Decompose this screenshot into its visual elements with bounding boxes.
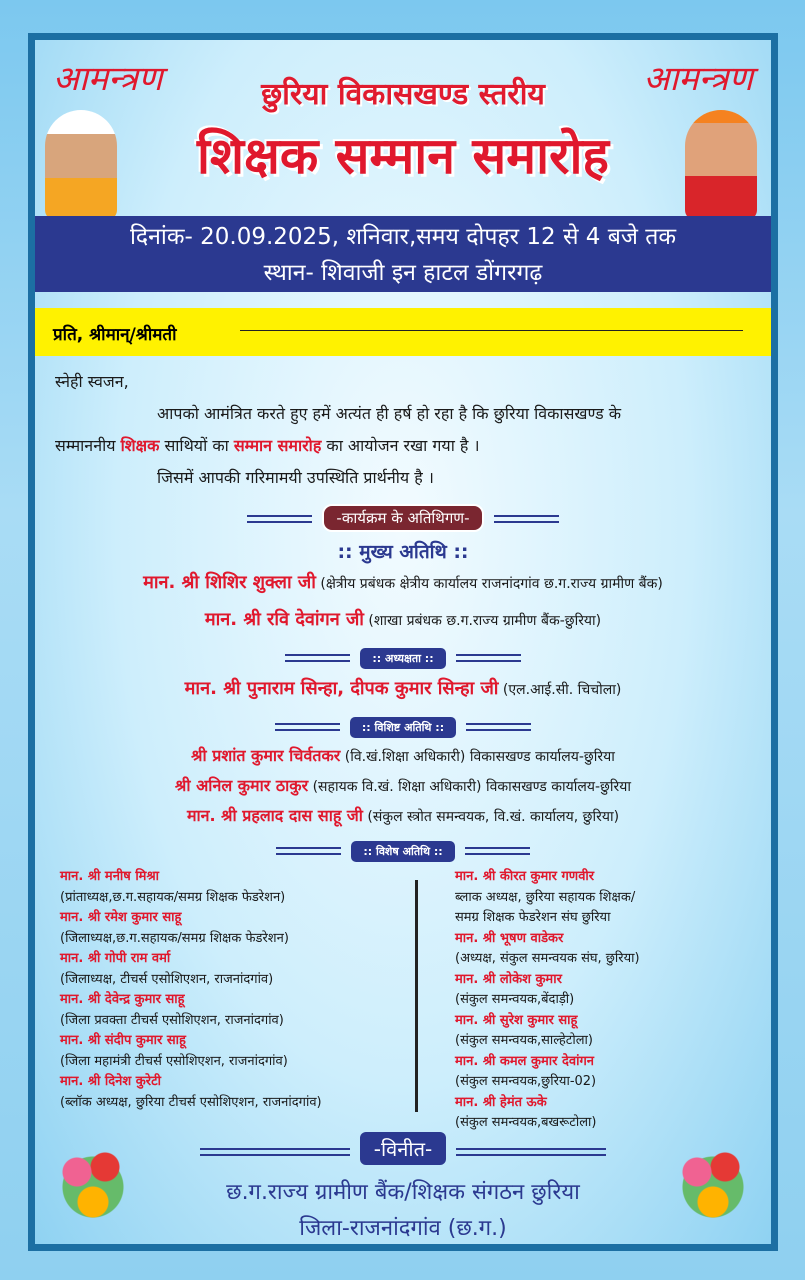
guests-heading-row [35, 504, 771, 532]
event-details-band [35, 216, 771, 292]
divider [276, 847, 341, 855]
portrait-left [45, 110, 117, 220]
guest-role: (ब्लॉक अध्यक्ष, छुरिया टीचर्स एसोशिएशन, राजनांदगांव) [60, 1094, 322, 1110]
guest-role: (सहायक वि.खं. शिक्षा अधिकारी) विकासखण्ड कार्यालय-छुरिया [308, 779, 631, 795]
guest-role: (संकुल समन्वयक,छुरिया-02) [455, 1074, 597, 1089]
amantran-left-logo: आमन्त्रण [53, 59, 163, 99]
guest-name: मान. श्री संदीप कुमार साहू [60, 1033, 186, 1048]
text: सम्माननीय [55, 436, 121, 455]
guest-role: (संकुल स्त्रोत समन्वयक, वि.खं. कार्यालय, छुरिया) [362, 809, 620, 825]
guest-name: मान. श्री देवेन्द्र कुमार साहू [60, 992, 185, 1007]
special-heading-row [35, 840, 771, 862]
divider [275, 723, 340, 731]
special-guests-right [455, 867, 640, 1134]
guest-name: श्री प्रशांत कुमार चिर्वतकर [191, 746, 341, 765]
footer-district: जिला-राजनांदगांव (छ.ग.) [299, 1216, 507, 1241]
divider [456, 1148, 606, 1156]
event-date: दिनांक- 20.09.2025, शनिवार,समय दोपहर 12 से 4 बजे तक [129, 224, 677, 250]
guest-name: मान. श्री हेमंत ऊके [455, 1094, 547, 1110]
column-divider [415, 880, 418, 1112]
guest-name: मान. श्री गोपी राम वर्मा [60, 951, 171, 966]
guest-name: मान. श्री शिशिर शुक्ला जी [143, 572, 316, 593]
guest-role: (शाखा प्रबंधक छ.ग.राज्य ग्रामीण बैंक-छुरिया) [363, 613, 602, 629]
guest-name: मान. श्री कीरत कुमार गणवीर [455, 869, 595, 884]
distinguished-heading: :: विशिष्ट अतिथि :: [350, 717, 456, 738]
guest-name: मान. श्री रवि देवांगन जी [204, 609, 364, 630]
vineet-badge: -विनीत- [360, 1132, 446, 1165]
text-highlight: सम्मान समारोह [233, 436, 322, 455]
guest-name: मान. श्री सुरेश कुमार साहू [455, 1012, 578, 1028]
guest-role: (क्षेत्रीय प्रबंधक क्षेत्रीय कार्यालय राजनांदगांव छ.ग.राज्य ग्रामीण बैंक) [315, 576, 663, 592]
divider [494, 515, 559, 523]
chief-guest-1 [35, 570, 771, 594]
divider [285, 654, 350, 662]
addressee-blank-line [240, 330, 743, 331]
addressee-bar [35, 308, 771, 356]
distinguished-guest-3 [35, 804, 771, 826]
guest-name: मान. श्री कमल कुमार देवांगन [455, 1053, 595, 1069]
guest-role: ब्लाक अध्यक्ष, छुरिया सहायक शिक्षक/ [455, 889, 636, 905]
guest-role: (जिलाध्यक्ष,छ.ग.सहायक/समग्र शिक्षक फेडरेशन) [60, 930, 289, 946]
guest-role: (जिला महामंत्री टीचर्स एसोशिएशन, राजनांदगांव) [60, 1053, 288, 1069]
presidency-guest [35, 676, 771, 700]
divider [465, 847, 530, 855]
presidency-heading-row [35, 647, 771, 669]
guest-role: (संकुल समन्वयक,साल्हेटोला) [455, 1033, 593, 1048]
guest-name: मान. श्री मनीष मिश्रा [60, 869, 160, 884]
invitation-card [28, 33, 778, 1251]
greeting: स्नेही स्वजन, [55, 372, 129, 391]
special-heading: :: विशेष अतिथि :: [351, 841, 454, 862]
page-title: शिक्षक सम्मान समारोह [197, 127, 609, 185]
portrait-right [685, 110, 757, 220]
guest-role: (संकुल समन्वयक,बखरूटोला) [455, 1115, 597, 1130]
footer-org: छ.ग.राज्य ग्रामीण बैंक/शिक्षक संगठन छुरिया [226, 1180, 580, 1205]
special-guests-left [60, 867, 322, 1113]
guest-name: मान. श्री पुनाराम सिन्हा, दीपक कुमार सिन्हा जी [184, 678, 499, 699]
divider [456, 654, 521, 662]
body-line-3: जिसमें आपकी गरिमामयी उपस्थिति प्रार्थनीय है । [157, 468, 434, 487]
guest-role: (वि.खं.शिक्षा अधिकारी) विकासखण्ड कार्यालय-छुरिया [340, 749, 615, 765]
divider [200, 1148, 350, 1156]
guest-role: (एल.आई.सी. चिचोला) [498, 682, 622, 698]
text: साथियों का [159, 436, 234, 455]
distinguished-heading-row [35, 716, 771, 738]
guest-name: मान. श्री भूषण वाडेकर [455, 930, 564, 946]
guest-role: (प्रांताध्यक्ष,छ.ग.सहायक/समग्र शिक्षक फेडरेशन) [60, 889, 286, 905]
body-line-2 [55, 434, 480, 456]
guest-name: मान. श्री रमेश कुमार साहू [60, 910, 182, 925]
event-venue: स्थान- शिवाजी इन हाटल डोंगरगढ़ [263, 260, 543, 286]
guest-role: समग्र शिक्षक फेडरेशन संघ छुरिया [455, 910, 611, 925]
guest-role: (अध्यक्ष, संकुल समन्वयक संघ, छुरिया) [455, 951, 640, 966]
amantran-right-logo: आमन्त्रण [643, 59, 753, 99]
vineet-row [35, 1132, 771, 1165]
addressee-label: प्रति, श्रीमान्/श्रीमती [53, 325, 177, 345]
distinguished-guest-2 [35, 774, 771, 796]
presidency-heading: :: अध्यक्षता :: [360, 648, 445, 669]
guest-name: मान. श्री दिनेश कुरेटी [60, 1074, 161, 1089]
distinguished-guest-1 [35, 744, 771, 766]
subtitle: छुरिया विकासखण्ड स्तरीय [261, 77, 545, 112]
guest-role: (जिलाध्यक्ष, टीचर्स एसोशिएशन, राजनांदगांव) [60, 971, 274, 987]
guest-name: मान. श्री प्रहलाद दास साहू जी [186, 806, 363, 825]
flower-bouquet-right [673, 1132, 753, 1232]
guest-name: मान. श्री लोकेश कुमार [455, 971, 562, 987]
divider [466, 723, 531, 731]
guests-heading: -कार्यक्रम के अतिथिगण- [322, 504, 483, 532]
text: का आयोजन रखा गया है । [321, 436, 480, 455]
chief-guest-2 [35, 607, 771, 631]
text-highlight: शिक्षक [120, 436, 160, 455]
flower-bouquet-left [53, 1132, 133, 1232]
chief-guest-heading: :: मुख्य अतिथि :: [337, 541, 469, 563]
guest-role: (संकुल समन्वयक,बेंदाड़ी) [455, 992, 575, 1007]
guest-name: श्री अनिल कुमार ठाकुर [175, 776, 309, 795]
divider [247, 515, 312, 523]
guest-role: (जिला प्रवक्ता टीचर्स एसोशिएशन, राजनांदगांव) [60, 1012, 284, 1028]
body-line-1: आपको आमंत्रित करते हुए हमें अत्यंत ही हर्ष हो रहा है कि छुरिया विकासखण्ड के [157, 404, 622, 423]
